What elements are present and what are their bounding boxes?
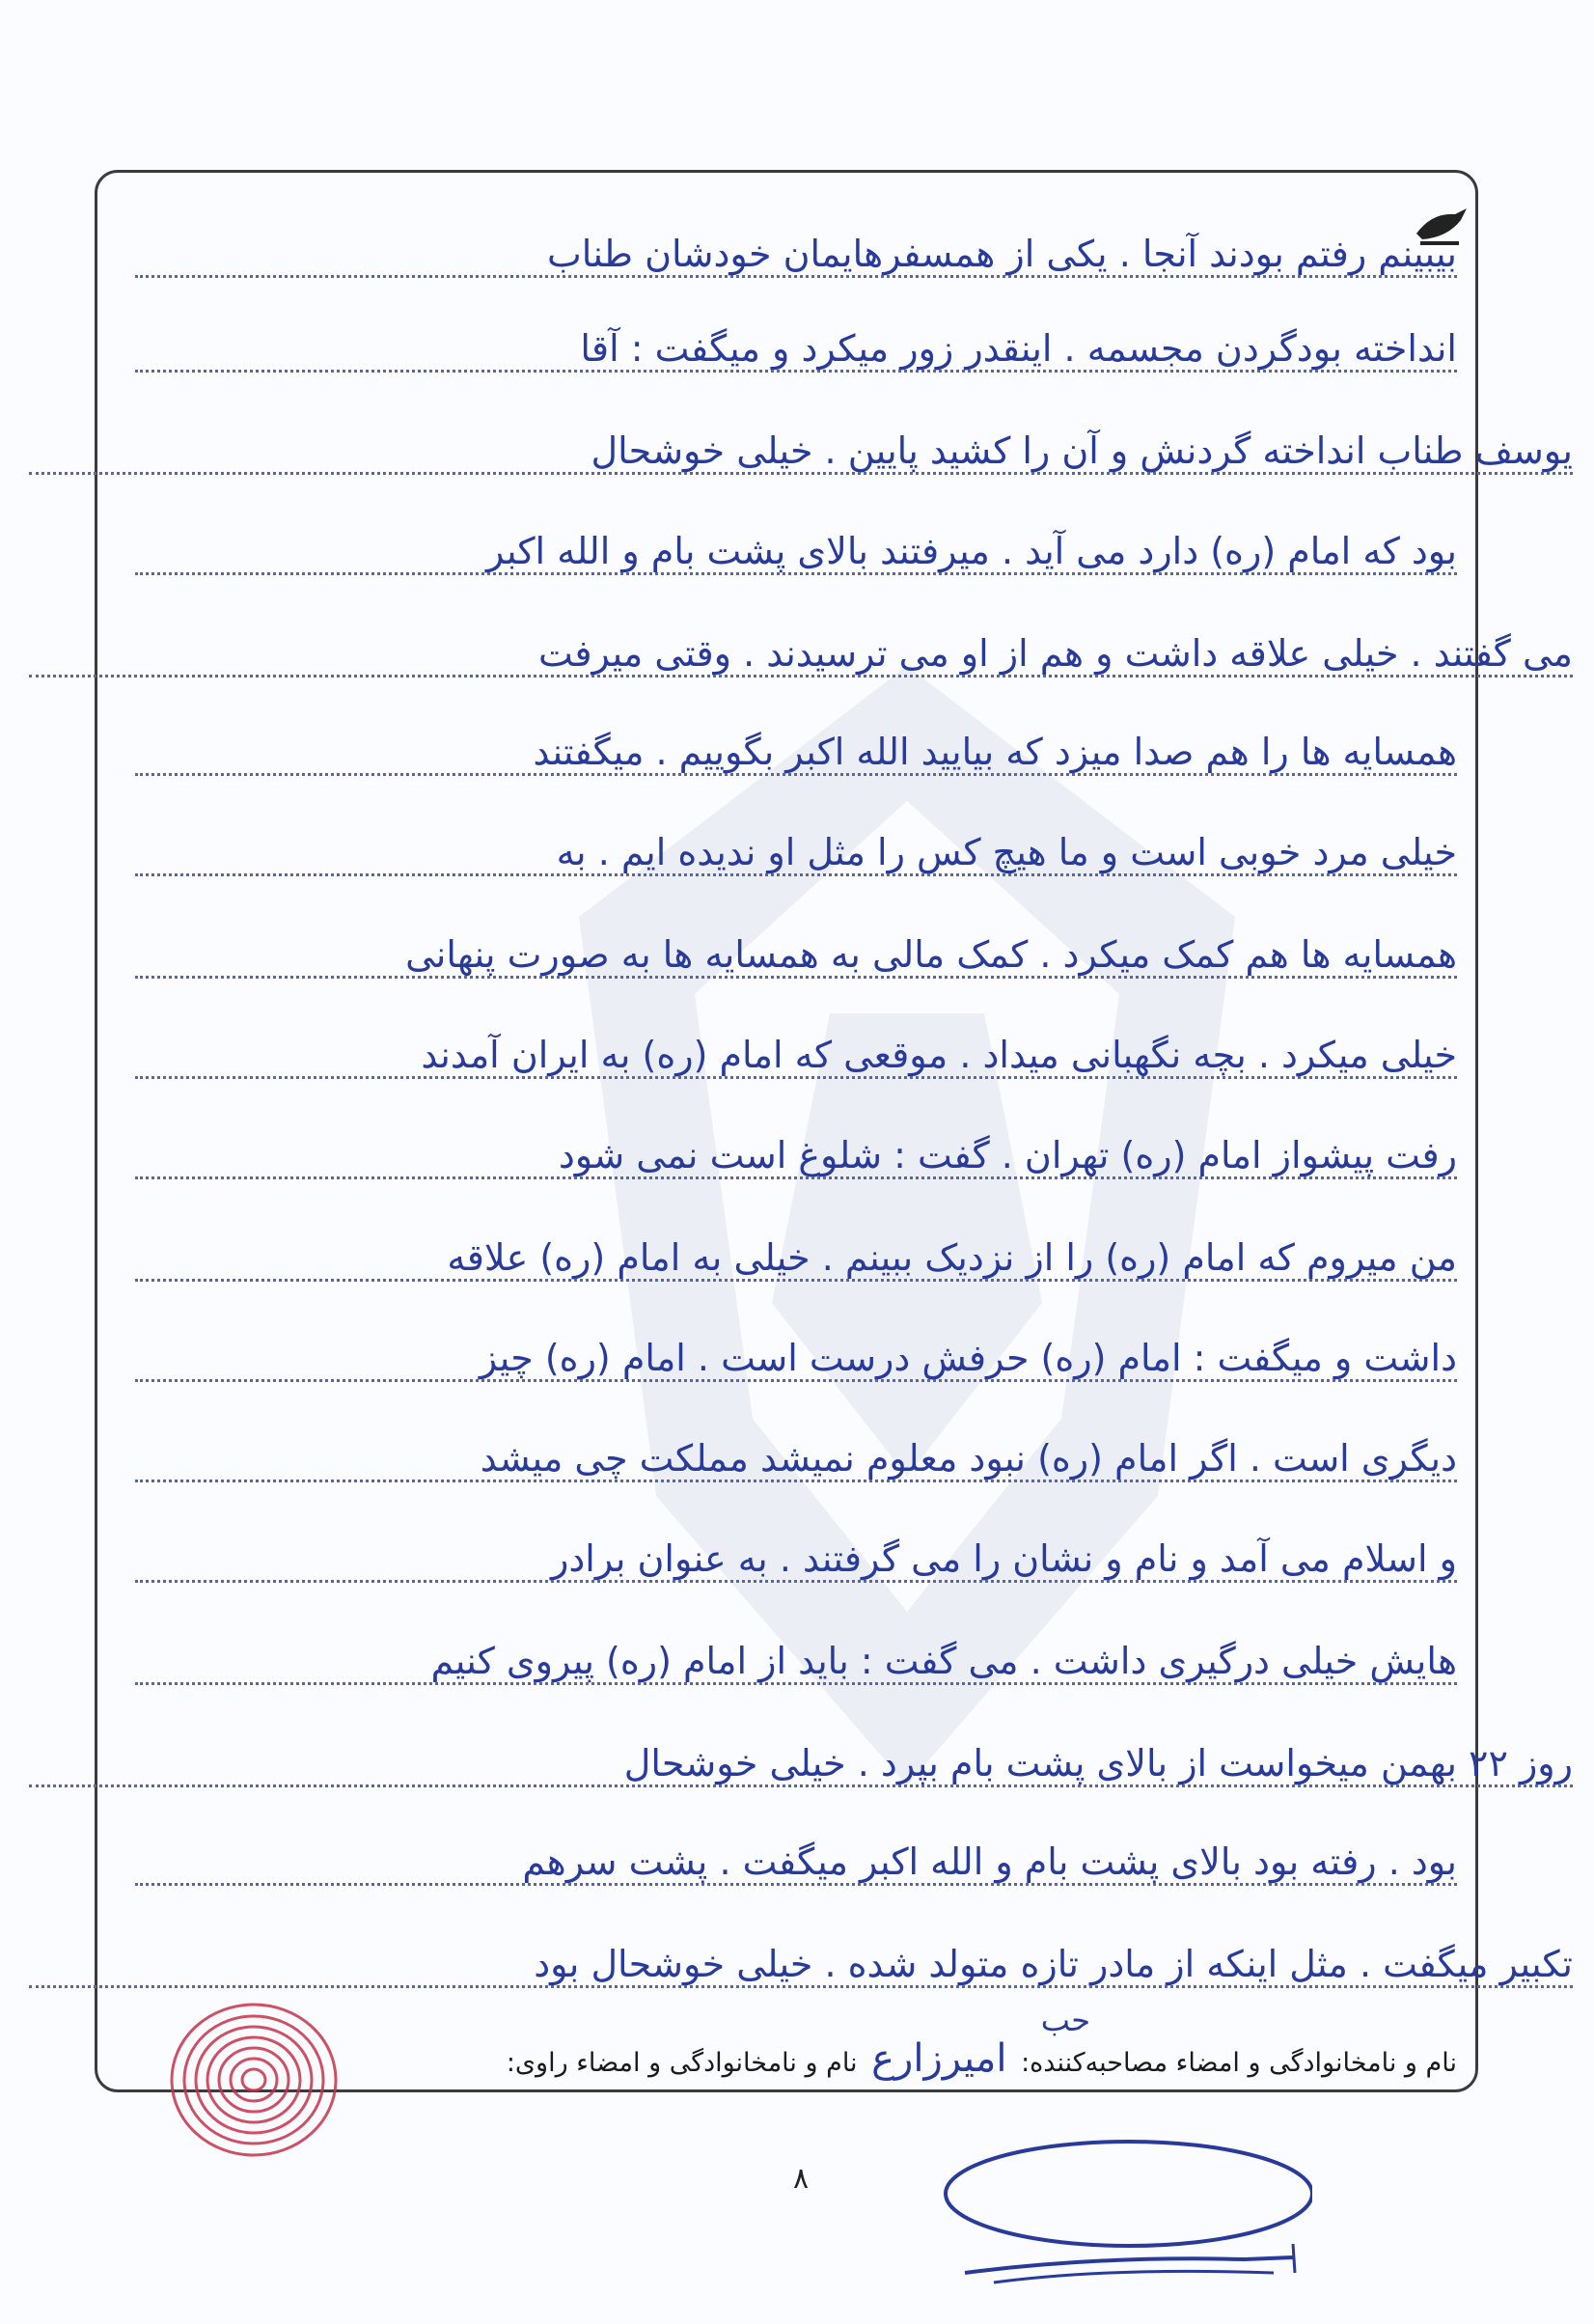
text-line: همسایه ها را هم صدا میزد که بیایید الله اکبر بگوییم . میگفتند xyxy=(135,722,1457,782)
page-number: ۸ xyxy=(792,2162,810,2196)
text-line: بود که امام (ره) دارد می آید . میرفتند بالای پشت بام و الله اکبر xyxy=(135,521,1457,581)
text-line: تکبیر میگفت . مثل اینکه از مادر تازه متولد شده . خیلی خوشحال بود xyxy=(29,1934,1573,1994)
text-line: روز ۲۲ بهمن میخواست از بالای پشت بام بپرد . خیلی خوشحال xyxy=(29,1733,1573,1793)
text-line: خیلی مرد خوبی است و ما هیچ کس را مثل او ندیده ایم . به xyxy=(135,822,1457,882)
text-line: خیلی میکرد . بچه نگهبانی میداد . موقعی که امام (ره) به ایران آمدند xyxy=(135,1025,1457,1085)
text-line: یوسف طناب انداخته گردنش و آن را کشید پایین . خیلی خوشحال xyxy=(29,421,1573,481)
text-line: می گفتند . خیلی علاقه داشت و هم از او می ترسیدند . وقتی میرفت xyxy=(29,623,1573,683)
text-line: هایش خیلی درگیری داشت . می گفت : باید از امام (ره) پیروی کنیم xyxy=(135,1631,1457,1691)
interviewer-name-note: حب xyxy=(1040,2002,1090,2038)
footer-signature-row xyxy=(135,2002,1457,2086)
signature xyxy=(907,2138,1312,2302)
text-line: داشت و میگفت : امام (ره) حرفش درست است . امام (ره) چیز xyxy=(135,1328,1457,1388)
interviewer-name: امیرزارع xyxy=(871,2036,1007,2081)
text-line: رفت پیشواز امام (ره) تهران . گفت : شلوغ است نمی شود xyxy=(135,1125,1457,1185)
narrator-label: نام و نامخانوادگی و امضاء راوی: xyxy=(506,2048,858,2078)
text-line: انداخته بودگردن مجسمه . اینقدر زور میکرد و میگفت : آقا xyxy=(135,318,1457,378)
text-line: همسایه ها هم کمک میکرد . کمک مالی به همسایه ها به صورت پنهانی xyxy=(135,925,1457,984)
text-line: بود . رفته بود بالای پشت بام و الله اکبر میگفت . پشت سرهم xyxy=(135,1832,1457,1892)
text-line: دیگری است . اگر امام (ره) نبود معلوم نمیشد مملکت چی میشد xyxy=(135,1428,1457,1488)
text-line: من میروم که امام (ره) را از نزدیک ببینم . خیلی به امام (ره) علاقه xyxy=(135,1228,1457,1287)
text-line: و اسلام می آمد و نام و نشان را می گرفتند . به عنوان برادر xyxy=(135,1529,1457,1589)
text-line: بیبینم رفتم بودند آنجا . یکی از همسفرهایمان خودشان طناب xyxy=(135,224,1457,284)
interviewer-label: نام و نامخانوادگی و امضاء مصاحبه‌کننده: xyxy=(1021,2048,1457,2078)
